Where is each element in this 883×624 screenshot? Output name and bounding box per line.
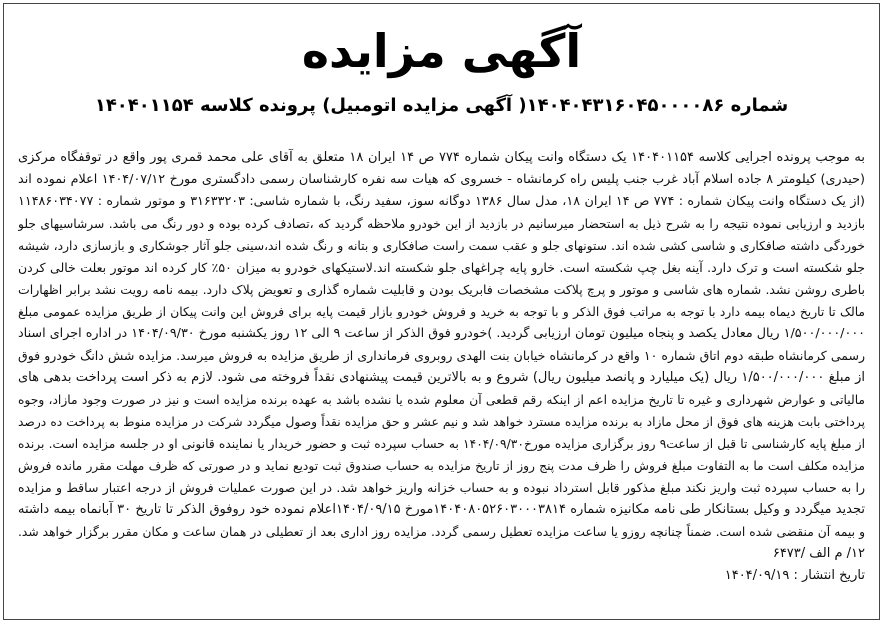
notice-body-line: از مبلغ ۱/۵۰۰/۰۰۰/۰۰۰ ریال (یک میلیارد و پانصد میلیون ریال) شروع و به بالاترین قیمت پیشنهادی نقداً فروخته می شود. لازم به ذکر است پرداخت بدهی های (18, 370, 865, 385)
notice-body-line: باطری روشن نشد. شماره های شاسی و موتور و پرچ پلاکت مشخصات فابریک بودن و قابلیت شماره گذاری و تعویض پلاک دارد. بیمه نامه رویت نشد برابر اظهارات (18, 282, 865, 297)
notice-subtitle: شماره ۱۴۰۴۰۴۳۱۶۰۴۵۰۰۰۰۸۶( آگهی مزایده اتومبیل) پرونده کلاسه ۱۴۰۴۰۱۱۵۴ (94, 95, 789, 116)
notice-body-line: تجدید میگردد و وکیل بستانکار طی نامه مکانیزه شماره ۱۴۰۴۰۸۰۵۲۶۰۳۰۰۰۳۸۱۴مورخ ۱۴۰۴/۰۹/۱۵اعلام نموده خود روفوق الذکر تا تاریخ ۳۰ آبانماه بیمه داشته (18, 502, 865, 517)
notice-body-line: جلو شکسته است و ترک دارد. آینه بغل چپ شکسته است. خارو پایه چراغهای جلو شکسته اند.لاستیکهای خودرو به میزان ۵۰٪ کار کرده اند موتور بعلت خالی کردن (18, 260, 865, 275)
notice-body-line: بازدید و ارزیابی نموده نتیجه را به شرح ذیل به استحضار میرسانیم در بازدید از این خودرو ملاحظه گردید که ،تصادف کرده بوده و دور رنگ می باشد. سرشاسیهای جلو (18, 217, 865, 231)
notice-body-line: ۱/۵۰۰/۰۰۰/۰۰۰ ریال معادل یکصد و پنجاه میلیون تومان ارزیابی گردید. )خودرو فوق الذکر از ساعت ۹ الی ۱۲ روز یکشنبه مورخ ۱۴۰۴/۰۹/۳۰ در اداره اجرای اسناد (18, 326, 865, 341)
notice-body (18, 147, 865, 587)
publish-date: تاریخ انتشار : ۱۴۰۴/۰۹/۱۹ (724, 568, 865, 583)
notice-body-line: رسمی کرمانشاه طبقه دوم اتاق شماره ۱۰ واقع در کرمانشاه خیابان بنت الهدی روبروی فرمانداری از طریق مزایده به فروش میرسد. مزایده شش دانگ خودرو فوق (18, 348, 865, 363)
notice-title: آگهی مزایده (301, 24, 582, 78)
notice-body-line: (از یک دستگاه وانت پیکان شماره : ۷۷۴ ص ۱۴ ایران ۱۸، مدل سال ۱۳۸۶ دوگانه سوز، سفید رنگ، با شماره شاسی: ۳۱۶۳۳۲۰۳ و موتور شماره : ۱۱۴۸۶۰۳۴۰۷۷ (18, 194, 865, 209)
notice-body-line: را به حساب سپرده ثبت واریز نکند مبلغ مذکور قابل استرداد نبوده و به حساب خزانه واریز خواهد شد. در این صورت عملیات فروش از درجه اعتبار ساقط و مزایده (18, 480, 865, 495)
notice-body-line: مالیاتی و عوارض شهرداری و غیره تا تاریخ مزایده اعم از اینکه رقم قطعی آن معلوم شده یا نشده باشد به عهده برنده مزایده است و نیز در صورت وجود مازاد، وجوه (18, 393, 865, 407)
notice-body-line: پرداختی بابت هزینه های فوق از محل مازاد به برنده مزایده مسترد خواهد شد و نیم عشر و حق مزایده نقداً وصول میگردد شرکت در مزایده منوط به پرداخت ده درصد (18, 415, 865, 429)
notice-body-line: و بیمه آن منقضی شده است. ضمناً چنانچه روزو یا ساعت مزایده تعطیل رسمی گردد. مزایده روز اداری بعد از تعطیلی در همان ساعت و مکان مقرر برگزار خواهد شد. (18, 525, 865, 539)
notice-body-line: از مبلغ پایه کارشناسی تا قبل از ساعت۹ روز برگزاری مزایده مورخ۱۴۰۴/۰۹/۳۰ به حساب سپرده ثبت و حضور خریدار یا نماینده قانونی او در جلسه مزایده است. برنده (18, 437, 865, 451)
notice-body-line: مزایده مکلف است ما به التفاوت مبلغ فروش را ظرف مدت پنج روز از تاریخ مزایده به حساب صندوق ثبت تودیع نماید و در صورتی که ظرف مهلت مقرر مانده فروش (18, 459, 865, 473)
notice-body-line: به موجب پرونده اجرایی کلاسه ۱۴۰۴۰۱۱۵۴ یک دستگاه وانت پیکان شماره ۷۷۴ ص ۱۴ ایران ۱۸ متعلق به آقای علی محمد قمری پور واقع در توقفگاه مرکزی (18, 150, 865, 165)
notice-body-line: خوردگی داشته صافکاری و شاسی کشی شده اند. ستونهای جلو و عقب سمت راست صافکاری و بتانه و رنگ شده اند،سینی جلو آثار جوشکاری و بازسازی دارد، شیشه (18, 239, 865, 253)
notice-body-line: مالک تا تاریخ دیماه بیمه دارد با توجه به مراتب فوق الذکر و با توجه به خرید و فروش خودرو بازار قیمت پایه برای فروش این وانت پیکان از طریق مزایده عمومی مبلغ (18, 305, 865, 319)
notice-body-line: (حیدری) کیلومتر ۸ جاده اسلام آباد غرب جنب پلیس راه کرمانشاه - خسروی که هیات سه نفره کارشناسان رسمی دادگستری مورخ ۱۴۰۴/۰۷/۱۲ اعلام نموده اند (18, 172, 865, 187)
reference-code: ۱۲/ م الف /۶۴۷۳ (772, 546, 865, 561)
